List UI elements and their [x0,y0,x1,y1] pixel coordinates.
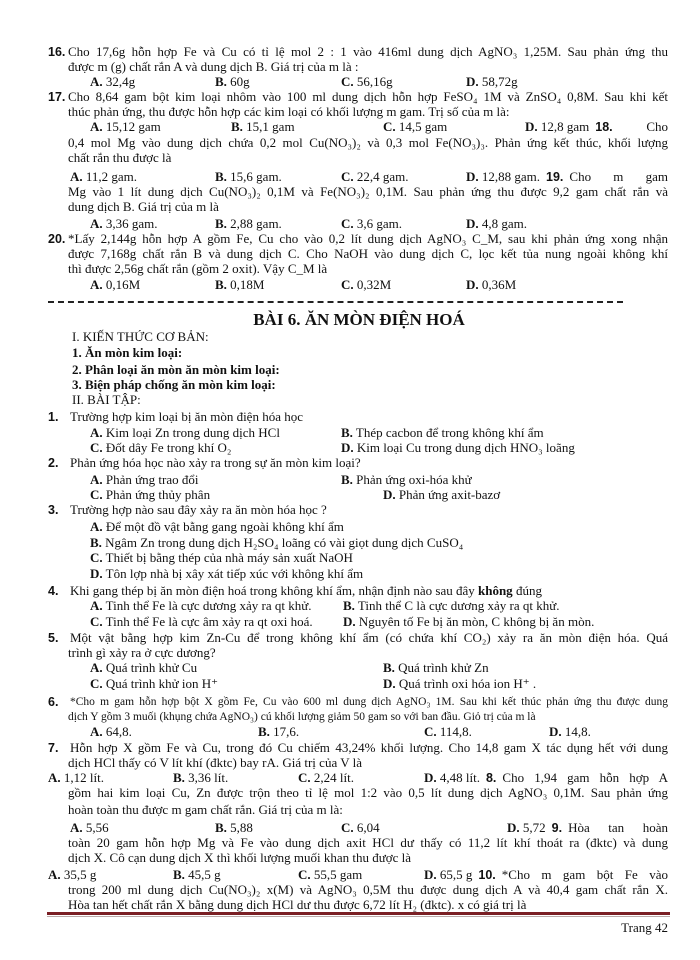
answer-option: B. 60g [215,74,250,89]
answer-option: A. 3,36 gam. [90,216,158,231]
answer-option: C. Quá trình khử ion H⁺ [90,676,219,691]
question-number: 6. [48,695,59,709]
answer-option: A. 15,12 gam [90,119,161,134]
answer-option: B. 15,1 gam [231,119,295,134]
answer-option: B. 17,6. [258,724,300,739]
section-item: 1. Ăn mòn kim loại: [72,345,183,360]
answer-option: D. Kim loại Cu trong dung dịch HNO₃ loãng [341,440,575,455]
answer-option: C. 6,04 [341,820,380,835]
question-text: Cho 1,94 gam hỗn hợp A [502,770,668,785]
question-text: dịch X. Cô cạn dung dịch X thì khối lượng muối khan thu được là [68,850,412,865]
option-and-next-question-row [424,770,668,786]
question-text: dung dịch B. Giá trị của m là [68,199,219,214]
footer-rule [47,912,670,915]
question-text: Trường hợp nào sau đây xảy ra ăn mòn hóa học ? [70,502,327,517]
answer-option: B. Tinh thể C là cực dương xảy ra qt khử. [343,598,560,613]
question-number: 3. [48,503,59,517]
question-text-part: Khi gang thép bị ăn mòn điện hoá trong không khí ẩm, nhận định nào sau đây [70,583,475,598]
question-text: toàn 20 gam hỗn hợp Mg và Fe vào dung dịch axit HCl dư thấy có 11,2 lít khí thoát ra (đktc) và dung [68,835,668,850]
answer-option: B. 2,88 gam. [215,216,282,231]
answer-option: A. Tinh thể Fe là cực dương xảy ra qt khử. [90,598,312,613]
question-number: 1. [48,410,59,424]
question-number: 16. [48,45,66,59]
answer-option: C. 0,32M [341,277,392,292]
question-number: 20. [48,232,66,246]
question-number: 7. [48,741,59,755]
answer-option: A. 5,56 [70,820,109,835]
question-text: gồm hai kim loại Cu, Zn được trộn theo tỉ lệ mol 1:2 vào 0,5 lít dung dịch AgNO₃ 0,1M. Sau phản ứng [68,785,668,800]
answer-option: D. 65,5 g [424,867,473,882]
answer-option: A. 35,5 g [48,867,97,882]
answer-option: A. 0,16M [90,277,141,292]
question-text-part: đúng [515,583,542,598]
footer-rule-shadow [47,916,670,917]
question-number: 2. [48,456,59,470]
answer-option: D. 12,8 gam [525,119,590,134]
question-number: 4. [48,584,59,598]
answer-option: B. Quá trình khử Zn [383,660,489,675]
answer-option: A. 32,4g [90,74,136,89]
question-text: Phản ứng hóa học nào xảy ra trong sự ăn mòn kim loại? [70,455,361,470]
question-text [70,583,542,599]
answer-option: B. 3,36 lít. [173,770,229,785]
answer-option: B. 45,5 g [173,867,221,882]
answer-option: D. 0,36M [466,277,517,292]
question-number: 19. [546,170,564,184]
answer-option: D. Phản ứng axit-bazơ [383,487,501,502]
question-number: 5. [48,631,59,645]
question-text: trình gì xảy ra ở cực dương? [68,645,216,660]
question-text: chất rắn thu được là [68,150,172,165]
section-item: 2. Phân loại ăn mòn ăn mòn kim loại: [72,362,280,377]
question-text: được 7,168g chất rắn B và dung dịch C. Cho NaOH vào dung dịch C, lọc kết tủa nung ngoài không khí [68,246,668,261]
lesson-title: BÀI 6. ĂN MÒN ĐIỆN HOÁ [253,310,465,329]
question-text: *Cho m gam hỗn hợp bột X gồm Fe, Cu vào 600 ml dung dịch AgNO₃ 1M. Sau khi kết thúc phản ứng thu được dung [70,696,668,708]
answer-option: D. 58,72g [466,74,518,89]
question-text: dịch HCl thấy có V lít khí (đktc) bay rA. Giá trị của V là [68,755,363,770]
answer-option: C. Thiết bị bằng thép của nhà máy sản xuất NaOH [90,550,353,565]
question-text: thì được 2,56g chất rắn (gồm 2 oxit). Vậy C_M là [68,261,328,276]
option-and-next-question-row [424,867,668,883]
answer-option: D. Nguyên tố Fe bị ăn mòn, C không bị ăn mòn. [343,614,595,629]
answer-option: A. Phản ứng trao đổi [90,472,199,487]
question-text: được m (g) chất rắn A và dung dịch B. Giá trị của m là : [68,59,359,74]
answer-option: D. 5,72 [507,820,546,835]
answer-option: B. Ngâm Zn trong dung dịch H₂SO₄ loãng có vài giọt dung dịch CuSO₄ [90,535,464,550]
question-text: thúc phản ứng, thu được hỗn hợp các kim loại có khối lượng m gam. Trị số của m là: [68,104,510,119]
option-and-next-question-row [525,119,668,135]
answer-option: C. 2,24 lít. [298,770,354,785]
answer-option: C. Phản ứng thủy phân [90,487,211,502]
question-text: *Cho m gam bột Fe vào [501,867,668,882]
option-and-next-question-row [466,169,668,185]
emphasis-text: không [477,583,513,598]
question-number: 9. [551,821,563,835]
answer-option: C. 114,8. [424,724,472,739]
answer-option: A. 64,8. [90,724,132,739]
answer-option: D. 14,8. [549,724,591,739]
answer-option: A. 1,12 lít. [48,770,104,785]
question-text: Cho m gam [569,169,668,184]
question-text: Hòa tan hoàn [568,820,668,835]
answer-option: D. 12,88 gam. [466,169,541,184]
answer-option: C. 22,4 gam. [341,169,409,184]
question-text: Cho 8,64 gam bột kim loại nhôm vào 100 ml dung dịch hỗn hợp FeSO₄ 1M và ZnSO₄ 0,8M. Sau khi kết [68,89,668,104]
answer-option: A. Kim loại Zn trong dung dịch HCl [90,425,280,440]
answer-option: C. 56,16g [341,74,393,89]
option-and-next-question-row [507,820,668,836]
question-text: Cho [646,119,668,134]
question-text: trong 200 ml dung dịch Cu(NO₃)₂ x(M) và AgNO₃ 0,5M thu được dung dịch A và 40,4 gam chất rắn X. [68,882,668,897]
answer-option: C. Tinh thể Fe là cực âm xảy ra qt oxi hoá. [90,614,313,629]
section-heading: I. KIẾN THỨC CƠ BẢN: [72,329,209,344]
question-text: Một vật bằng hợp kim Zn-Cu để trong không khí ẩm (có chứa khí CO₂) xảy ra ăn mòn điện hóa. Quá [70,630,668,645]
answer-option: C. 55,5 gam [298,867,363,882]
question-text: 0,4 mol Mg vào dung dịch chứa 0,2 mol Cu(NO₃)₂ và 0,3 mol Fe(NO₃)₃. Phản ứng kết thúc, khối lượng [68,135,668,150]
dashed-divider [48,301,623,303]
question-number: 18. [595,120,613,134]
question-number: 10. [478,868,496,882]
question-number: 17. [48,90,66,104]
answer-option: B. 5,88 [215,820,253,835]
question-text: hoàn toàn thu được m gam chất rắn. Giá trị của m là: [68,802,343,817]
section-heading: II. BÀI TẬP: [72,392,141,407]
answer-option: D. 4,8 gam. [466,216,528,231]
answer-option: D. 4,48 lít. [424,770,480,785]
answer-option: A. 11,2 gam. [70,169,138,184]
answer-option: D. Quá trình oxi hóa ion H⁺ . [383,676,537,691]
question-text: dịch Y gồm 3 muối (khụng chứa AgNO₃) cú khối lượng giảm 50 gam so với ban đầu. Giỏ trị của m là [68,711,536,723]
question-text: Cho 17,6g hỗn hợp Fe và Cu có tỉ lệ mol 2 : 1 vào 416ml dung dịch AgNO₃ 1,25M. Sau phản ứng thu [68,44,668,59]
question-text: Trường hợp kim loại bị ăn mòn điện hóa học [70,409,303,424]
answer-option: C. 14,5 gam [383,119,448,134]
answer-option: C. Đốt dây Fe trong khí O₂ [90,440,232,455]
question-text: Mg vào 1 lít dung dịch Cu(NO₃)₂ 0,1M và Fe(NO₃)₂ 0,1M. Sau phản ứng thu được 9,2 gam chất rắn và [68,184,668,199]
answer-option: B. Phản ứng oxi-hóa khử [341,472,472,487]
answer-option: B. Thép cacbon để trong không khí ẩm [341,425,544,440]
question-text: Hòa tan hết chất rắn X bằng dung dịch HCl dư thu được 6,72 lít H₂ (đktc). x có giá trị là [68,897,527,912]
question-number: 8. [485,771,497,785]
answer-option: B. 15,6 gam. [215,169,282,184]
question-text: *Lấy 2,144g hỗn hợp A gồm Fe, Cu cho vào 0,2 lít dung dịch AgNO₃ C_M, sau khi phản ứng xong nhận [68,231,668,246]
section-item: 3. Biện pháp chống ăn mòn kim loại: [72,377,276,392]
answer-option: C. 3,6 gam. [341,216,403,231]
question-text: Hỗn hợp X gồm Fe và Cu, trong đó Cu chiếm 43,24% khối lượng. Cho 14,8 gam X tác dụng hết với dung [70,740,668,755]
page-number: Trang 42 [621,920,668,935]
answer-option: B. 0,18M [215,277,265,292]
answer-option: A. Quá trình khử Cu [90,660,198,675]
answer-option: D. Tôn lợp nhà bị xây xát tiếp xúc với không khí ẩm [90,566,364,581]
answer-option: A. Để một đồ vật bằng gang ngoài không khí ẩm [90,519,344,534]
